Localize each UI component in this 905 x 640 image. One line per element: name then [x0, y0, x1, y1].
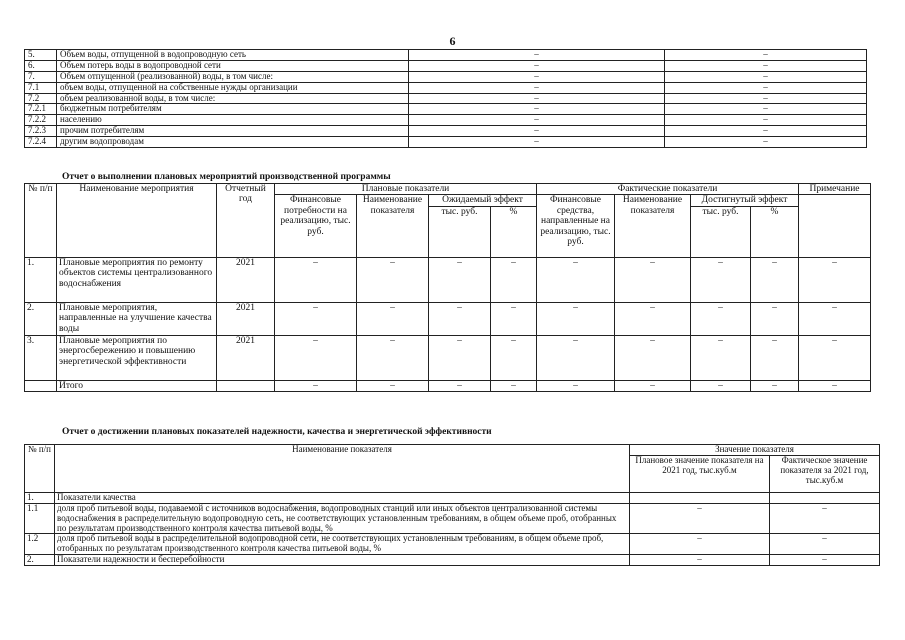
cell-value: – — [770, 503, 880, 534]
row-year: 2021 — [217, 257, 275, 302]
section-title: Отчет о достижении плановых показателей надежности, качества и энергетической эффективности — [62, 427, 492, 437]
row-number: 3. — [25, 335, 57, 380]
cell-value: – — [537, 302, 615, 335]
col-header-num: № п/п — [25, 445, 55, 493]
row-number: 7.2.2 — [25, 115, 57, 126]
header-row — [25, 445, 880, 456]
row-number-empty — [25, 380, 57, 391]
row-label: Показатели качества — [55, 492, 630, 503]
cell-value — [630, 492, 770, 503]
cell-value: – — [275, 302, 357, 335]
cell-value: – — [429, 257, 491, 302]
row-number: 7.2.1 — [25, 104, 57, 115]
cell-value: – — [751, 380, 799, 391]
table-row — [25, 126, 867, 137]
row-label: Показатели надежности и бесперебойности — [55, 555, 630, 566]
col-header-fin-plan: Финансовые потребности на реализацию, тыс. руб. — [275, 195, 357, 257]
cell-value: – — [665, 104, 867, 115]
cell-value: – — [491, 257, 537, 302]
cell-value: – — [409, 82, 665, 93]
cell-value: – — [429, 380, 491, 391]
row-number: 7.1 — [25, 82, 57, 93]
row-number: 7.2.4 — [25, 137, 57, 148]
row-number: 6. — [25, 60, 57, 71]
cell-value: – — [409, 115, 665, 126]
cell-value: – — [615, 380, 691, 391]
col-header-year: Отчетный год — [217, 184, 275, 258]
col-header-indicator-plan: Наименование показателя — [357, 195, 429, 257]
table-row — [25, 104, 867, 115]
cell-value: – — [799, 302, 871, 335]
row-year: 2021 — [217, 335, 275, 380]
total-label: Итого — [57, 380, 217, 391]
table-row — [25, 71, 867, 82]
cell-value: – — [537, 257, 615, 302]
table-row — [25, 82, 867, 93]
table-row — [25, 534, 880, 555]
cell-value: – — [630, 534, 770, 555]
table-row — [25, 555, 880, 566]
cell-value: – — [615, 335, 691, 380]
cell-value: – — [665, 93, 867, 104]
cell-value: – — [770, 555, 880, 566]
col-header-fact: Фактическое значение показателя за 2021 год, тыс.куб.м — [770, 455, 880, 492]
col-header-plan: Плановое значение показателя на 2021 год, тыс.куб.м — [630, 455, 770, 492]
row-label: Объем отпущенной (реализованной) воды, в том числе: — [57, 71, 409, 82]
col-header-indicator-fact: Наименование показателя — [615, 195, 691, 257]
table-row — [25, 302, 871, 335]
cell-value: – — [751, 257, 799, 302]
col-header-achieved: Достигнутый эффект — [691, 195, 799, 206]
row-label: населению — [57, 115, 409, 126]
cell-value: – — [275, 335, 357, 380]
row-label: объем реализованной воды, в том числе: — [57, 93, 409, 104]
cell-value: – — [409, 50, 665, 61]
cell-value: – — [491, 335, 537, 380]
cell-value — [770, 492, 880, 503]
table-row — [25, 257, 871, 302]
cell-value: – — [665, 60, 867, 71]
table-row — [25, 503, 880, 534]
col-header-trub: тыс. руб. — [691, 206, 751, 257]
cell-value: – — [665, 71, 867, 82]
cell-value: – — [665, 82, 867, 93]
cell-value: – — [429, 302, 491, 335]
table-row — [25, 50, 867, 61]
table-row — [25, 60, 867, 71]
cell-value: – — [691, 302, 751, 335]
cell-value: – — [665, 126, 867, 137]
row-number: 1.2 — [25, 534, 55, 555]
cell-value: – — [275, 257, 357, 302]
water-volume-table — [24, 49, 867, 148]
cell-value: – — [491, 302, 537, 335]
col-header-value: Значение показателя — [630, 445, 880, 456]
row-label: доля проб питьевой воды, подаваемой с источников водоснабжения, водопроводных станций или иных объектов централизованной системы водоснабжения в распределительную водопроводную сеть, не соответствующих установленным требованиям, в общем объеме проб, отобранных по результатам производственного контроля качества питьевой воды, % — [55, 503, 630, 534]
cell-value: – — [409, 60, 665, 71]
cell-value: – — [751, 302, 799, 335]
row-number: 1. — [25, 492, 55, 503]
cell-value: – — [751, 335, 799, 380]
row-label: Плановые мероприятия по энергосбережению и повышению энергетической эффективности — [57, 335, 217, 380]
cell-value: – — [409, 126, 665, 137]
row-number: 2. — [25, 555, 55, 566]
cell-value: – — [770, 534, 880, 555]
table-row — [25, 93, 867, 104]
cell-value: – — [665, 50, 867, 61]
cell-value: – — [537, 335, 615, 380]
cell-value: – — [630, 503, 770, 534]
cell-value: – — [691, 257, 751, 302]
row-label: доля проб питьевой воды в распределительной водопроводной сети, не соответствующих установленным требованиям, в общем объеме проб, отобранных по результатам производственного контроля качества питьевой воды, % — [55, 534, 630, 555]
table-row — [25, 137, 867, 148]
cell-value: – — [691, 335, 751, 380]
col-header-name: Наименование показателя — [55, 445, 630, 493]
cell-value: – — [491, 380, 537, 391]
measures-table — [24, 183, 871, 392]
cell-empty — [217, 380, 275, 391]
cell-value: – — [409, 137, 665, 148]
row-label: объем воды, отпущенной на собственные нужды организации — [57, 82, 409, 93]
row-label: прочим потребителям — [57, 126, 409, 137]
col-header-expected: Ожидаемый эффект — [429, 195, 537, 206]
cell-value: – — [799, 335, 871, 380]
col-header-pct: % — [491, 206, 537, 257]
row-number: 1.1 — [25, 503, 55, 534]
col-header-note: Примечание — [799, 184, 871, 195]
cell-value: – — [409, 71, 665, 82]
header-row — [25, 184, 871, 195]
indicators-table — [24, 444, 880, 566]
table-row — [25, 492, 880, 503]
col-header-fin-fact: Финансовые средства, направленные на реализацию, тыс. руб. — [537, 195, 615, 257]
row-label: Объем воды, отпущенной в водопроводную сеть — [57, 50, 409, 61]
cell-value: – — [409, 104, 665, 115]
cell-value: – — [357, 380, 429, 391]
row-number: 2. — [25, 302, 57, 335]
col-header-pct: % — [751, 206, 799, 257]
cell-value: – — [615, 257, 691, 302]
row-label: бюджетным потребителям — [57, 104, 409, 115]
table-row — [25, 115, 867, 126]
col-header-note-empty — [799, 195, 871, 257]
cell-value: – — [799, 257, 871, 302]
row-label: Объем потерь воды в водопроводной сети — [57, 60, 409, 71]
row-label: другим водопроводам — [57, 137, 409, 148]
cell-value: – — [409, 93, 665, 104]
cell-value: – — [691, 380, 751, 391]
row-number: 7.2 — [25, 93, 57, 104]
cell-value: – — [799, 380, 871, 391]
row-number: 7. — [25, 71, 57, 82]
cell-value: – — [615, 302, 691, 335]
col-header-name: Наименование мероприятия — [57, 184, 217, 258]
table-total-row — [25, 380, 871, 391]
page-number: 6 — [449, 34, 456, 48]
cell-value: – — [357, 257, 429, 302]
cell-value: – — [665, 137, 867, 148]
col-header-plan: Плановые показатели — [275, 184, 537, 195]
col-header-fact: Фактические показатели — [537, 184, 799, 195]
row-number: 1. — [25, 257, 57, 302]
row-number: 7.2.3 — [25, 126, 57, 137]
cell-value: – — [537, 380, 615, 391]
table-row — [25, 335, 871, 380]
cell-value: – — [665, 115, 867, 126]
row-year: 2021 — [217, 302, 275, 335]
cell-value: – — [275, 380, 357, 391]
cell-value: – — [357, 335, 429, 380]
row-label: Плановые мероприятия, направленные на улучшение качества воды — [57, 302, 217, 335]
row-number: 5. — [25, 50, 57, 61]
cell-value: – — [429, 335, 491, 380]
cell-value: – — [357, 302, 429, 335]
section-title: Отчет о выполнении плановых мероприятий производственной программы — [62, 172, 391, 182]
col-header-trub: тыс. руб. — [429, 206, 491, 257]
row-label: Плановые мероприятия по ремонту объектов системы централизованного водоснабжения — [57, 257, 217, 302]
col-header-num: № п/п — [25, 184, 57, 258]
cell-value: – — [630, 555, 770, 566]
